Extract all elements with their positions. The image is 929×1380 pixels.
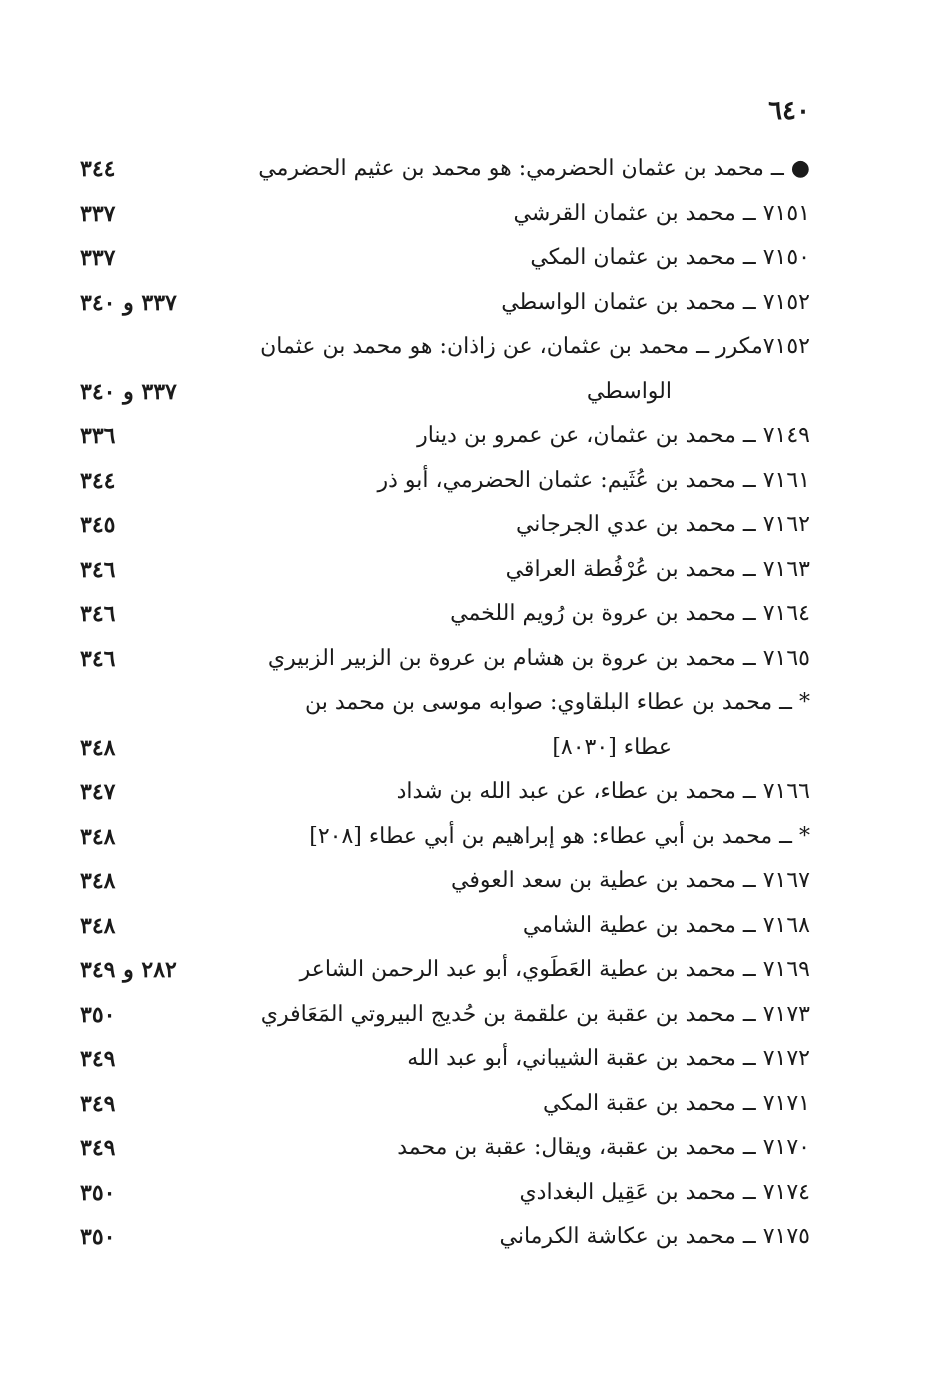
entry-name: الواسطي bbox=[586, 378, 672, 404]
entry-page-refs: ٣٤٦ bbox=[80, 601, 116, 627]
entry-name: ٧١٥٠ ــ محمد بن عثمان المكي bbox=[530, 245, 810, 270]
entry-name: ٧١٦٩ ــ محمد بن عطية العَطَوي، أبو عبد الرحمن الشاعر bbox=[299, 957, 810, 982]
entry-name: ٧١٦٥ ــ محمد بن عروة بن هشام بن عروة بن الزبير الزبيري bbox=[267, 645, 810, 671]
entry-name: ٧١٧٥ ــ محمد بن عكاشة الكرماني bbox=[499, 1224, 810, 1249]
index-entry bbox=[80, 328, 810, 373]
index-entries bbox=[80, 150, 810, 1263]
entry-name: ٧١٦٨ ــ محمد بن عطية الشامي bbox=[522, 912, 810, 938]
index-entry bbox=[80, 729, 810, 774]
entry-page-refs: ٣٥٠ bbox=[80, 1224, 116, 1250]
entry-name: ● ــ محمد بن عثمان الحضرمي: هو محمد بن عثيم الحضرمي bbox=[258, 156, 810, 181]
index-entry bbox=[80, 284, 810, 329]
entry-page-refs: ٢٨٢ و ٣٤٩ bbox=[80, 957, 177, 983]
entry-page-refs: ٣٤٧ bbox=[80, 779, 116, 805]
entry-page-refs: ٣٣٧ bbox=[80, 200, 116, 227]
entry-name: ٧١٦٦ ــ محمد بن عطاء، عن عبد الله بن شداد bbox=[396, 779, 810, 804]
index-entry bbox=[80, 996, 810, 1041]
entry-page-refs: ٣٤٦ bbox=[80, 556, 116, 583]
entry-page-refs: ٣٤٦ bbox=[80, 645, 116, 672]
entry-name: ٧١٦٢ ــ محمد بن عدي الجرجاني bbox=[515, 512, 810, 537]
index-entry bbox=[80, 1040, 810, 1085]
entry-page-refs: ٣٤٤ bbox=[80, 467, 116, 494]
entry-name: * ــ محمد بن عطاء البلقاوي: صوابه موسى بن محمد بن bbox=[305, 690, 810, 715]
entry-page-refs: ٣٤٨ bbox=[80, 823, 116, 850]
index-entry bbox=[80, 684, 810, 729]
entry-name: ٧١٥٢ ــ محمد بن عثمان الواسطي bbox=[501, 289, 810, 315]
entry-page-refs: ٣٣٧ و ٣٤٠ bbox=[80, 289, 177, 316]
index-entry bbox=[80, 506, 810, 551]
entry-name: ٧١٧٤ ــ محمد بن عَقِيل البغدادي bbox=[519, 1179, 810, 1205]
index-entry bbox=[80, 462, 810, 507]
index-entry bbox=[80, 1174, 810, 1219]
index-entry bbox=[80, 951, 810, 996]
entry-name: ٧١٤٩ ــ محمد بن عثمان، عن عمرو بن دينار bbox=[417, 423, 810, 448]
index-entry bbox=[80, 907, 810, 952]
index-entry bbox=[80, 417, 810, 462]
index-entry bbox=[80, 551, 810, 596]
index-entry bbox=[80, 1218, 810, 1263]
index-entry bbox=[80, 195, 810, 240]
entry-name: عطاء [٨٠٣٠] bbox=[552, 734, 672, 760]
entry-page-refs: ٣٤٨ bbox=[80, 734, 116, 761]
index-entry bbox=[80, 773, 810, 818]
entry-page-refs: ٣٤٤ bbox=[80, 156, 116, 182]
entry-page-refs: ٣٣٧ و ٣٤٠ bbox=[80, 378, 177, 405]
index-entry bbox=[80, 595, 810, 640]
entry-name: ٧١٦١ ــ محمد بن عُثَيم: عثمان الحضرمي، أبو ذر bbox=[377, 467, 810, 493]
entry-page-refs: ٣٤٥ bbox=[80, 512, 116, 538]
page-number: ٦٤٠ bbox=[768, 96, 810, 126]
entry-name: ٧١٦٤ ــ محمد بن عروة بن رُويم اللخمي bbox=[450, 601, 810, 626]
entry-page-refs: ٣٥٠ bbox=[80, 1001, 116, 1028]
index-entry bbox=[80, 373, 810, 418]
entry-page-refs: ٣٤٩ bbox=[80, 1135, 116, 1161]
entry-name: ٧١٧٠ ــ محمد بن عقبة، ويقال: عقبة بن محمد bbox=[397, 1135, 810, 1160]
index-entry bbox=[80, 640, 810, 685]
entry-page-refs: ٣٥٠ bbox=[80, 1179, 116, 1206]
index-entry bbox=[80, 239, 810, 284]
entry-name: ٧١٦٧ ــ محمد بن عطية بن سعد العوفي bbox=[451, 868, 810, 893]
entry-name: * ــ محمد بن أبي عطاء: هو إبراهيم بن أبي عطاء [٢٠٨] bbox=[309, 823, 810, 849]
index-entry bbox=[80, 862, 810, 907]
index-entry bbox=[80, 1129, 810, 1174]
entry-name: ٧١٧١ ــ محمد بن عقبة المكي bbox=[543, 1090, 810, 1116]
index-entry bbox=[80, 818, 810, 863]
entry-page-refs: ٣٤٩ bbox=[80, 1046, 116, 1072]
entry-page-refs: ٣٤٨ bbox=[80, 868, 116, 894]
entry-name: ٧١٥١ ــ محمد بن عثمان القرشي bbox=[513, 200, 810, 226]
entry-name: ٧١٧٢ ــ محمد بن عقبة الشيباني، أبو عبد الله bbox=[407, 1046, 810, 1071]
entry-name: ٧١٦٣ ــ محمد بن عُرْفُطة العراقي bbox=[505, 556, 810, 582]
entry-page-refs: ٣٤٩ bbox=[80, 1090, 116, 1117]
entry-page-refs: ٣٣٧ bbox=[80, 245, 116, 271]
index-entry bbox=[80, 1085, 810, 1130]
entry-name: ٧١٧٣ ــ محمد بن عقبة بن علقمة بن حُديج البيروتي المَعَافري bbox=[260, 1001, 810, 1027]
entry-page-refs: ٣٣٦ bbox=[80, 423, 116, 449]
entry-name: ٧١٥٢مكرر ــ محمد بن عثمان، عن زاذان: هو محمد بن عثمان bbox=[260, 334, 810, 359]
entry-page-refs: ٣٤٨ bbox=[80, 912, 116, 939]
index-entry bbox=[80, 150, 810, 195]
